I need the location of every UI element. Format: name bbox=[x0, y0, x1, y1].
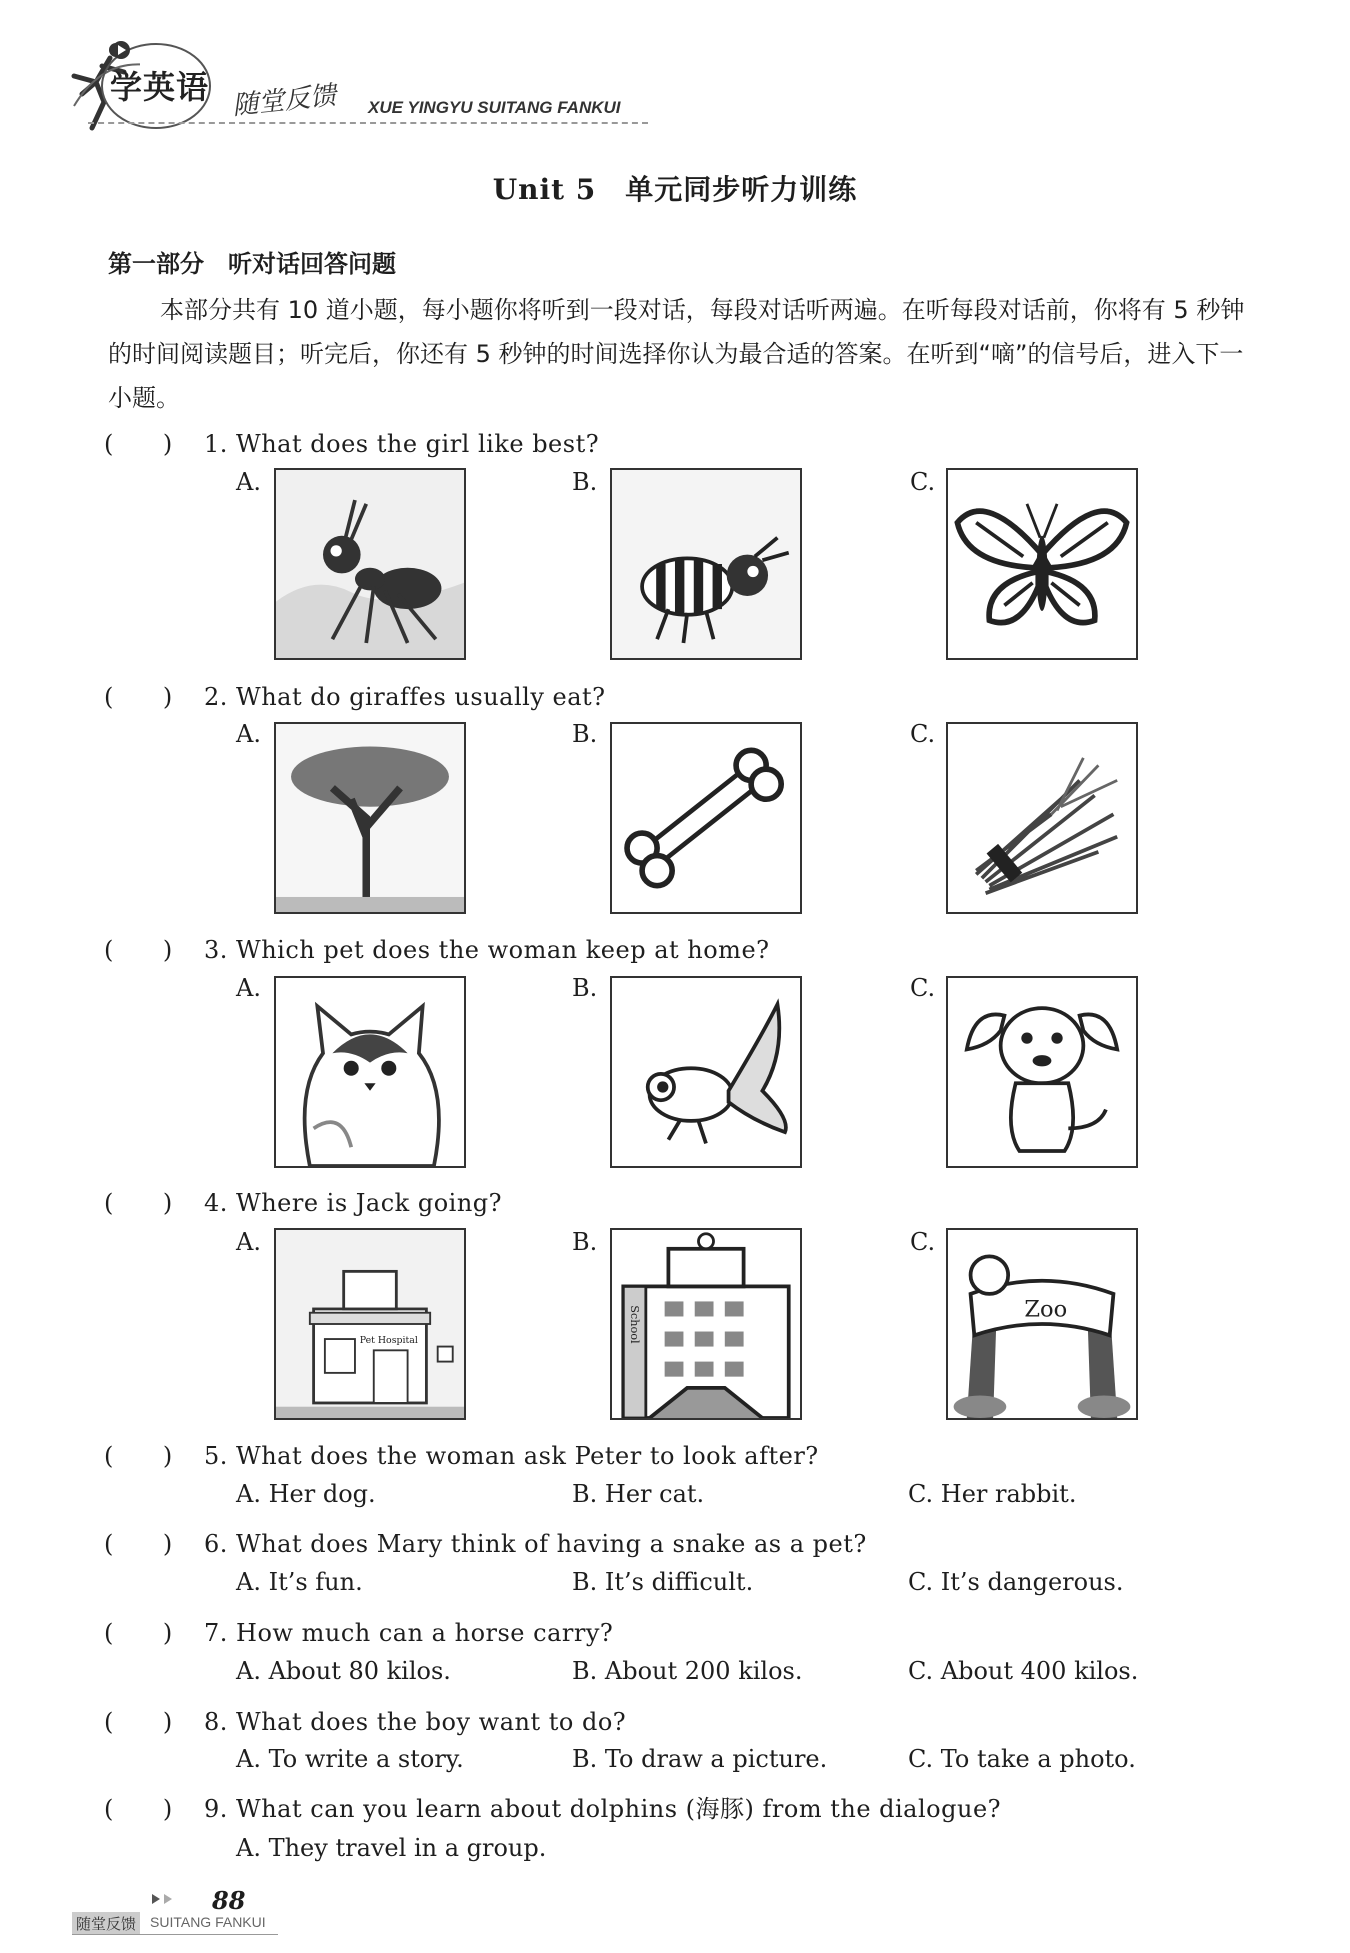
option-letter-b: B. bbox=[572, 720, 598, 748]
option-c[interactable]: C. To take a photo. bbox=[908, 1745, 1136, 1773]
question-3: ( ) 3. Which pet does the woman keep at home? bbox=[104, 930, 770, 965]
option-picture-c[interactable] bbox=[946, 976, 1138, 1168]
header-divider bbox=[88, 122, 648, 124]
school-sign: School bbox=[628, 1305, 642, 1344]
option-a[interactable]: A. Her dog. bbox=[236, 1480, 376, 1508]
answer-blank[interactable]: ( ) bbox=[104, 1189, 173, 1217]
zoo-sign: Zoo bbox=[1024, 1296, 1068, 1323]
footer-pinyin: SUITANG FANKUI bbox=[150, 1914, 266, 1930]
answer-blank[interactable]: ( ) bbox=[104, 430, 173, 458]
option-letter-c: C. bbox=[910, 974, 936, 1002]
brand-subtitle: 随堂反馈 bbox=[230, 80, 338, 122]
option-picture-a[interactable] bbox=[274, 976, 466, 1168]
arrow-icon bbox=[150, 1892, 180, 1906]
footer-label: 随堂反馈 bbox=[72, 1912, 140, 1935]
option-picture-a[interactable] bbox=[274, 722, 466, 914]
question-4: ( ) 4. Where is Jack going? bbox=[104, 1183, 502, 1218]
option-letter-b: B. bbox=[572, 468, 598, 496]
option-letter-a: A. bbox=[236, 974, 261, 1002]
pet-hospital-sign: Pet Hospital bbox=[359, 1334, 418, 1346]
brand-pinyin: XUE YINGYU SUITANG FANKUI bbox=[368, 98, 621, 117]
option-c[interactable]: C. It’s dangerous. bbox=[908, 1568, 1124, 1596]
option-letter-a: A. bbox=[236, 468, 261, 496]
option-letter-c: C. bbox=[910, 468, 936, 496]
option-picture-c[interactable] bbox=[946, 468, 1138, 660]
butterfly-icon bbox=[948, 470, 1136, 658]
question-2: ( ) 2. What do giraffes usually eat? bbox=[104, 677, 606, 712]
dog-icon bbox=[948, 978, 1136, 1166]
question-9: ( ) 9. What can you learn about dolphins (海豚) from the dialogue? bbox=[104, 1789, 1001, 1824]
option-b[interactable]: B. To draw a picture. bbox=[572, 1745, 828, 1773]
question-6: ( ) 6. What does Mary think of having a snake as a pet? bbox=[104, 1524, 867, 1559]
option-letter-b: B. bbox=[572, 1228, 598, 1256]
option-picture-b[interactable] bbox=[610, 976, 802, 1168]
question-7: ( ) 7. How much can a horse carry? bbox=[104, 1613, 613, 1648]
page-number: 88 bbox=[212, 1886, 246, 1915]
option-a[interactable]: A. To write a story. bbox=[236, 1745, 464, 1773]
tree-icon bbox=[276, 724, 464, 912]
option-b[interactable]: B. It’s difficult. bbox=[572, 1568, 754, 1596]
option-picture-a[interactable] bbox=[274, 468, 466, 660]
option-b[interactable]: B. Her cat. bbox=[572, 1480, 705, 1508]
question-text: Which pet does the woman keep at home? bbox=[236, 936, 770, 964]
option-c[interactable]: C. About 400 kilos. bbox=[908, 1657, 1139, 1685]
option-picture-b[interactable] bbox=[610, 1228, 802, 1420]
answer-blank[interactable]: ( ) bbox=[104, 1442, 173, 1470]
question-1: ( ) 1. What does the girl like best? bbox=[104, 424, 599, 459]
answer-blank[interactable]: ( ) bbox=[104, 1795, 173, 1823]
ant-icon bbox=[276, 470, 464, 658]
option-letter-a: A. bbox=[236, 720, 261, 748]
answer-blank[interactable]: ( ) bbox=[104, 1708, 173, 1736]
school-building-icon bbox=[612, 1230, 800, 1418]
question-text: What does the woman ask Peter to look after? bbox=[236, 1442, 819, 1470]
section-heading: 第一部分 听对话回答问题 bbox=[108, 250, 396, 278]
option-letter-c: C. bbox=[910, 720, 936, 748]
footer-divider bbox=[72, 1934, 278, 1935]
pet-hospital-icon bbox=[276, 1230, 464, 1418]
question-text: How much can a horse carry? bbox=[236, 1619, 614, 1647]
question-text: What can you learn about dolphins (海豚) from the dialogue? bbox=[236, 1795, 1002, 1823]
question-5: ( ) 5. What does the woman ask Peter to look after? bbox=[104, 1436, 819, 1471]
answer-blank[interactable]: ( ) bbox=[104, 936, 173, 964]
option-a[interactable]: A. About 80 kilos. bbox=[236, 1657, 451, 1685]
option-a[interactable]: A. They travel in a group. bbox=[236, 1834, 547, 1862]
option-letter-c: C. bbox=[910, 1228, 936, 1256]
option-picture-b[interactable] bbox=[610, 722, 802, 914]
instructions: 本部分共有 10 道小题，每小题你将听到一段对话，每段对话听两遍。在听每段对话前，你将有 5 秒钟的时间阅读题目；听完后，你还有 5 秒钟的时间选择你认为最合适的答案。在听到“嘀”的信号后，进入下一小题。 bbox=[108, 296, 1245, 412]
question-text: What does Mary think of having a snake as a pet? bbox=[236, 1530, 867, 1558]
brand-title: 学英语 bbox=[110, 68, 210, 106]
answer-blank[interactable]: ( ) bbox=[104, 1530, 173, 1558]
bee-icon bbox=[612, 470, 800, 658]
zoo-gate-icon bbox=[948, 1230, 1136, 1418]
option-picture-a[interactable] bbox=[274, 1228, 466, 1420]
option-b[interactable]: B. About 200 kilos. bbox=[572, 1657, 803, 1685]
cat-icon bbox=[276, 978, 464, 1166]
question-text: Where is Jack going? bbox=[236, 1189, 503, 1217]
option-a[interactable]: A. It’s fun. bbox=[236, 1568, 363, 1596]
question-text: What does the girl like best? bbox=[236, 430, 600, 458]
question-text: What does the boy want to do? bbox=[236, 1708, 627, 1736]
option-picture-c[interactable] bbox=[946, 1228, 1138, 1420]
bone-icon bbox=[612, 724, 800, 912]
answer-blank[interactable]: ( ) bbox=[104, 683, 173, 711]
option-letter-a: A. bbox=[236, 1228, 261, 1256]
option-picture-c[interactable] bbox=[946, 722, 1138, 914]
page-title: Unit 5 单元同步听力训练 bbox=[492, 173, 858, 206]
question-text: What do giraffes usually eat? bbox=[236, 683, 606, 711]
option-picture-b[interactable] bbox=[610, 468, 802, 660]
option-letter-b: B. bbox=[572, 974, 598, 1002]
answer-blank[interactable]: ( ) bbox=[104, 1619, 173, 1647]
question-8: ( ) 8. What does the boy want to do? bbox=[104, 1702, 626, 1737]
grass-bundle-icon bbox=[948, 724, 1136, 912]
option-c[interactable]: C. Her rabbit. bbox=[908, 1480, 1077, 1508]
goldfish-icon bbox=[612, 978, 800, 1166]
